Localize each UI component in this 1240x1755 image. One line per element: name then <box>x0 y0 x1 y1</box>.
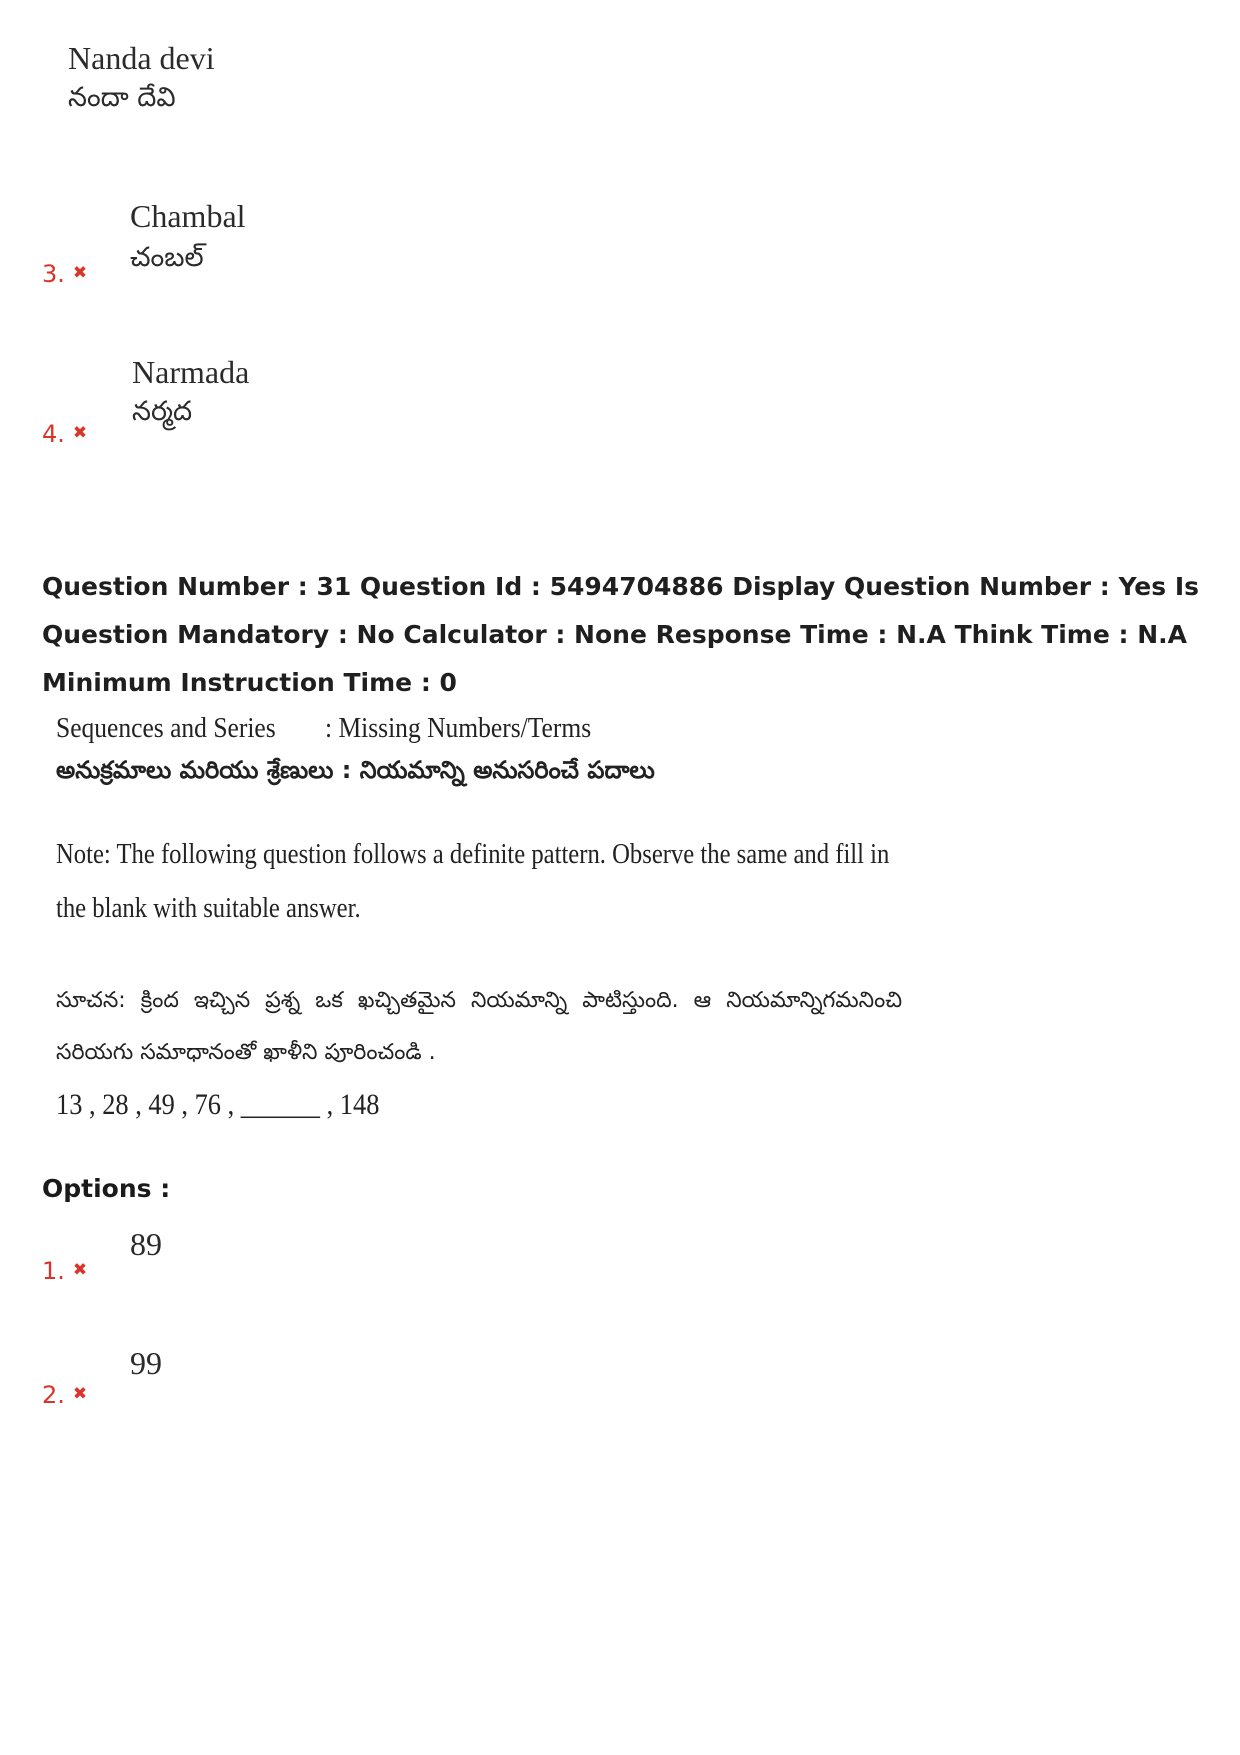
option-number <box>42 260 87 288</box>
topic-telugu: అనుక్రమాలు మరియు శ్రేణులు : నియమాన్ని అనుసరించే పదాలు <box>56 756 655 784</box>
option-value: 89 <box>130 1226 162 1262</box>
cross-icon: ✖ <box>72 263 88 283</box>
option-number <box>42 1257 87 1285</box>
option-number <box>42 420 87 448</box>
option-number-label: 1. <box>42 1257 65 1285</box>
option-text-english: Chambal <box>130 198 246 234</box>
note-telugu-line-2: సరియగు సమాధానంతో ఖాళీని పూరించండి . <box>56 1040 436 1065</box>
topic-subtitle: : Missing Numbers/Terms <box>324 712 592 744</box>
cross-icon: ✖ <box>72 423 88 443</box>
number-sequence <box>56 1088 379 1122</box>
note-english-line-1: Note: The following question follows a definite pattern. Observe the same and fill in <box>56 838 890 870</box>
sequence-blank: ______ <box>240 1088 320 1121</box>
option-number-label: 3. <box>42 260 65 288</box>
note-telugu-line-1: సూచన: క్రింద ఇచ్చిన ప్రశ్న ఒక ఖచ్చితమైన నియమాన్ని పాటిస్తుంది. ఆ నియమాన్నిగమనించి <box>56 988 903 1013</box>
option-number-label: 2. <box>42 1381 65 1409</box>
option-text-telugu: నందా దేవి <box>68 82 176 113</box>
option-text-english: Narmada <box>132 354 250 390</box>
question-metadata: Question Number : 31 Question Id : 5494704886 Display Question Number : Yes Is Question Mandatory : No Calculator : None Response Time : N.A Think Time : N.A Minimum Instruction Time : 0 <box>42 572 1200 697</box>
cross-icon: ✖ <box>72 1260 88 1280</box>
topic-english <box>56 712 591 745</box>
option-text-telugu: నర్మద <box>132 396 193 427</box>
cross-icon: ✖ <box>72 1384 88 1404</box>
topic-title: Sequences and Series <box>56 712 276 744</box>
sequence-last-term: , 148 <box>320 1088 380 1121</box>
option-text-telugu: చంబల్ <box>130 242 204 273</box>
option-number-label: 4. <box>42 420 65 448</box>
note-english-line-2: the blank with suitable answer. <box>56 892 361 924</box>
option-value: 99 <box>130 1345 162 1381</box>
sequence-terms: 13 , 28 , 49 , 76 , <box>56 1088 241 1121</box>
option-number <box>42 1381 87 1409</box>
options-label: Options : <box>42 1174 171 1203</box>
option-text-english: Nanda devi <box>68 40 215 76</box>
